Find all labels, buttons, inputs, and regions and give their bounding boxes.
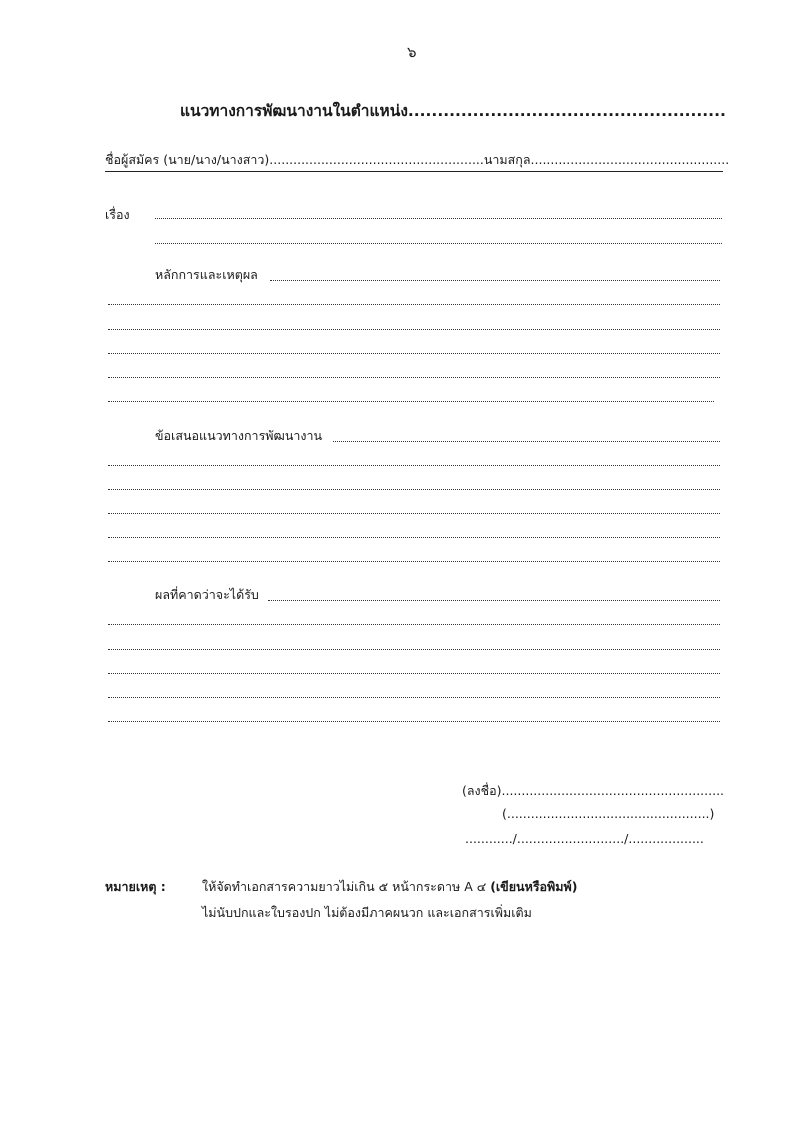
proposal-line	[108, 513, 720, 514]
proposal-line	[108, 561, 720, 562]
proposal-line	[108, 537, 720, 538]
proposal-line	[108, 465, 720, 466]
note-line-1	[202, 877, 577, 897]
proposal-label: ข้อเสนอแนวทางการพัฒนางาน	[155, 428, 323, 443]
principles-label: หลักการและเหตุผล	[155, 267, 258, 282]
note-line-2: ไม่นับปกและใบรองปก ไม่ต้องมีภาคผนวก และเอกสารเพิ่มเติม	[202, 905, 532, 920]
expected-results-line	[268, 600, 720, 601]
expected-results-line	[108, 673, 720, 674]
page-number: ๖	[407, 43, 417, 61]
header-divider	[105, 171, 723, 172]
expected-results-line	[108, 697, 720, 698]
signature-name-parentheses: (...................................................)	[502, 806, 715, 821]
page-title: แนวทางการพัฒนางานในตำแหน่ง......................................................	[180, 102, 726, 120]
principles-line	[108, 353, 720, 354]
principles-line	[270, 280, 720, 281]
note-label: หมายเหตุ :	[105, 879, 166, 894]
principles-line	[108, 329, 720, 330]
proposal-line	[333, 441, 720, 442]
subject-line	[155, 218, 722, 219]
subject-label: เรื่อง	[105, 207, 130, 222]
signature-line: (ลงชื่อ)........................................................	[462, 783, 725, 798]
subject-line	[155, 243, 722, 244]
principles-line	[108, 304, 720, 305]
expected-results-line	[108, 721, 720, 722]
signature-date-line: ............/.........................../...................	[465, 831, 704, 846]
note-line-1-text: ให้จัดทำเอกสารความยาวไม่เกิน ๕ หน้ากระดาษ A ๔	[202, 879, 491, 894]
principles-line	[108, 401, 714, 402]
note-line-1-emphasis: (เขียนหรือพิมพ์)	[490, 879, 578, 894]
principles-line	[108, 377, 720, 378]
expected-results-line	[108, 624, 720, 625]
expected-results-line	[108, 649, 720, 650]
proposal-line	[108, 489, 720, 490]
expected-results-label: ผลที่คาดว่าจะได้รับ	[155, 587, 259, 602]
applicant-name-line: ชื่อผู้สมัคร (นาย/นาง/นางสาว)......................................................นามสกุล..................................................	[105, 152, 730, 167]
